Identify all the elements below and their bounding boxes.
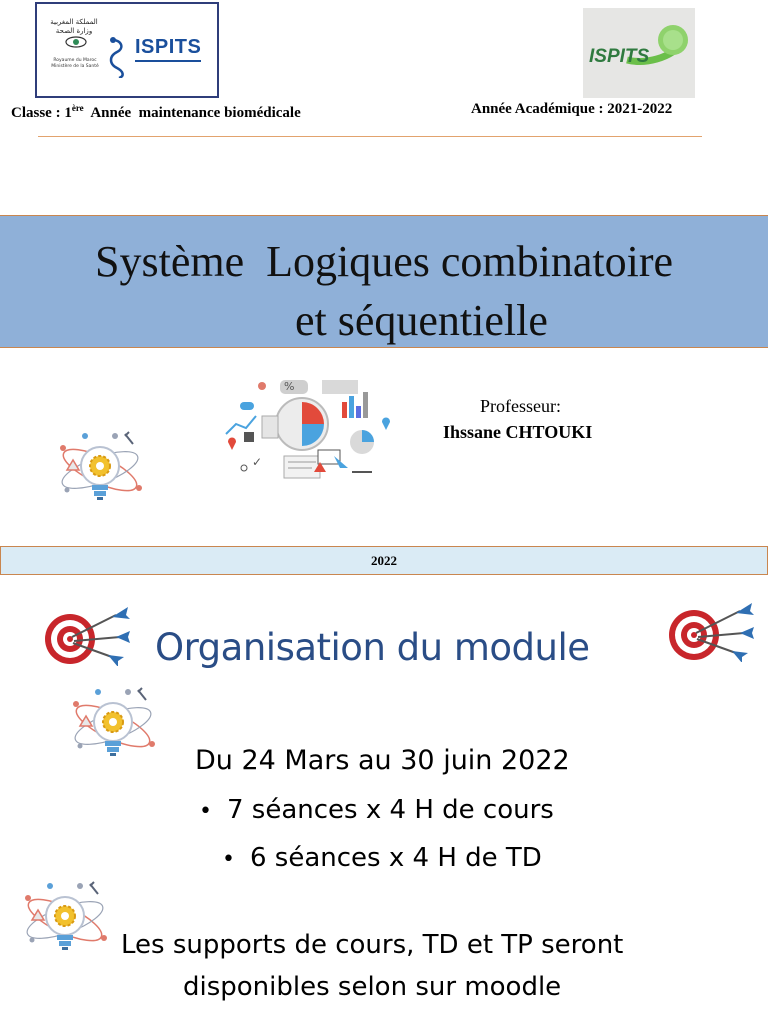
logo-ministry-text: Royaume du Maroc Ministère de la Santé (51, 58, 99, 69)
svg-text:%: % (284, 380, 295, 393)
list-item-text: 6 séances x 4 H de TD (250, 843, 542, 873)
support-text-line2: disponibles selon sur moodle (183, 972, 562, 1002)
professor-label: Professeur: (480, 396, 561, 416)
target-darts-icon (42, 604, 132, 666)
academic-year: Année Académique : 2021-2022 (471, 101, 673, 117)
list-item (222, 843, 542, 873)
class-prefix: Classe : 1 (11, 105, 72, 121)
bullet: • (199, 799, 212, 824)
svg-text:✓: ✓ (252, 455, 263, 469)
module-dates: Du 24 Mars au 30 juin 2022 (195, 745, 570, 776)
eye-icon (99, 34, 139, 78)
header-divider (38, 136, 702, 137)
logo-arabic-text: المملكة المغربية وزارة الصحة (50, 18, 98, 35)
data-analytics-illustration (222, 372, 392, 484)
ispits-logo-text: ISPITS (589, 46, 650, 67)
list-item-text: 7 séances x 4 H de cours (227, 795, 554, 825)
ispits-logo (583, 8, 695, 98)
target-darts-icon (666, 600, 756, 662)
lightbulb-gear-icon (55, 430, 145, 510)
course-title-line2: et séquentielle (295, 296, 548, 345)
ispits-wordmark: ISPITS (135, 36, 202, 58)
list-item (199, 795, 554, 825)
support-text-line1: Les supports de cours, TD et TP seront (121, 930, 624, 960)
bullet: • (222, 847, 235, 872)
lightbulb-gear-icon (68, 686, 158, 766)
class-sup: ère (71, 103, 84, 113)
course-title-line1: Système Logiques combinatoire (95, 237, 673, 286)
logo-eye-mark (64, 34, 88, 50)
year-label: 2022 (371, 553, 397, 568)
lightbulb-gear-icon (20, 880, 110, 960)
professor-name: Ihssane CHTOUKI (443, 422, 593, 442)
class-label (11, 103, 301, 122)
class-suffix: Année maintenance biomédicale (83, 105, 301, 121)
module-title: Organisation du module (155, 626, 590, 669)
ministry-logo (35, 2, 219, 98)
